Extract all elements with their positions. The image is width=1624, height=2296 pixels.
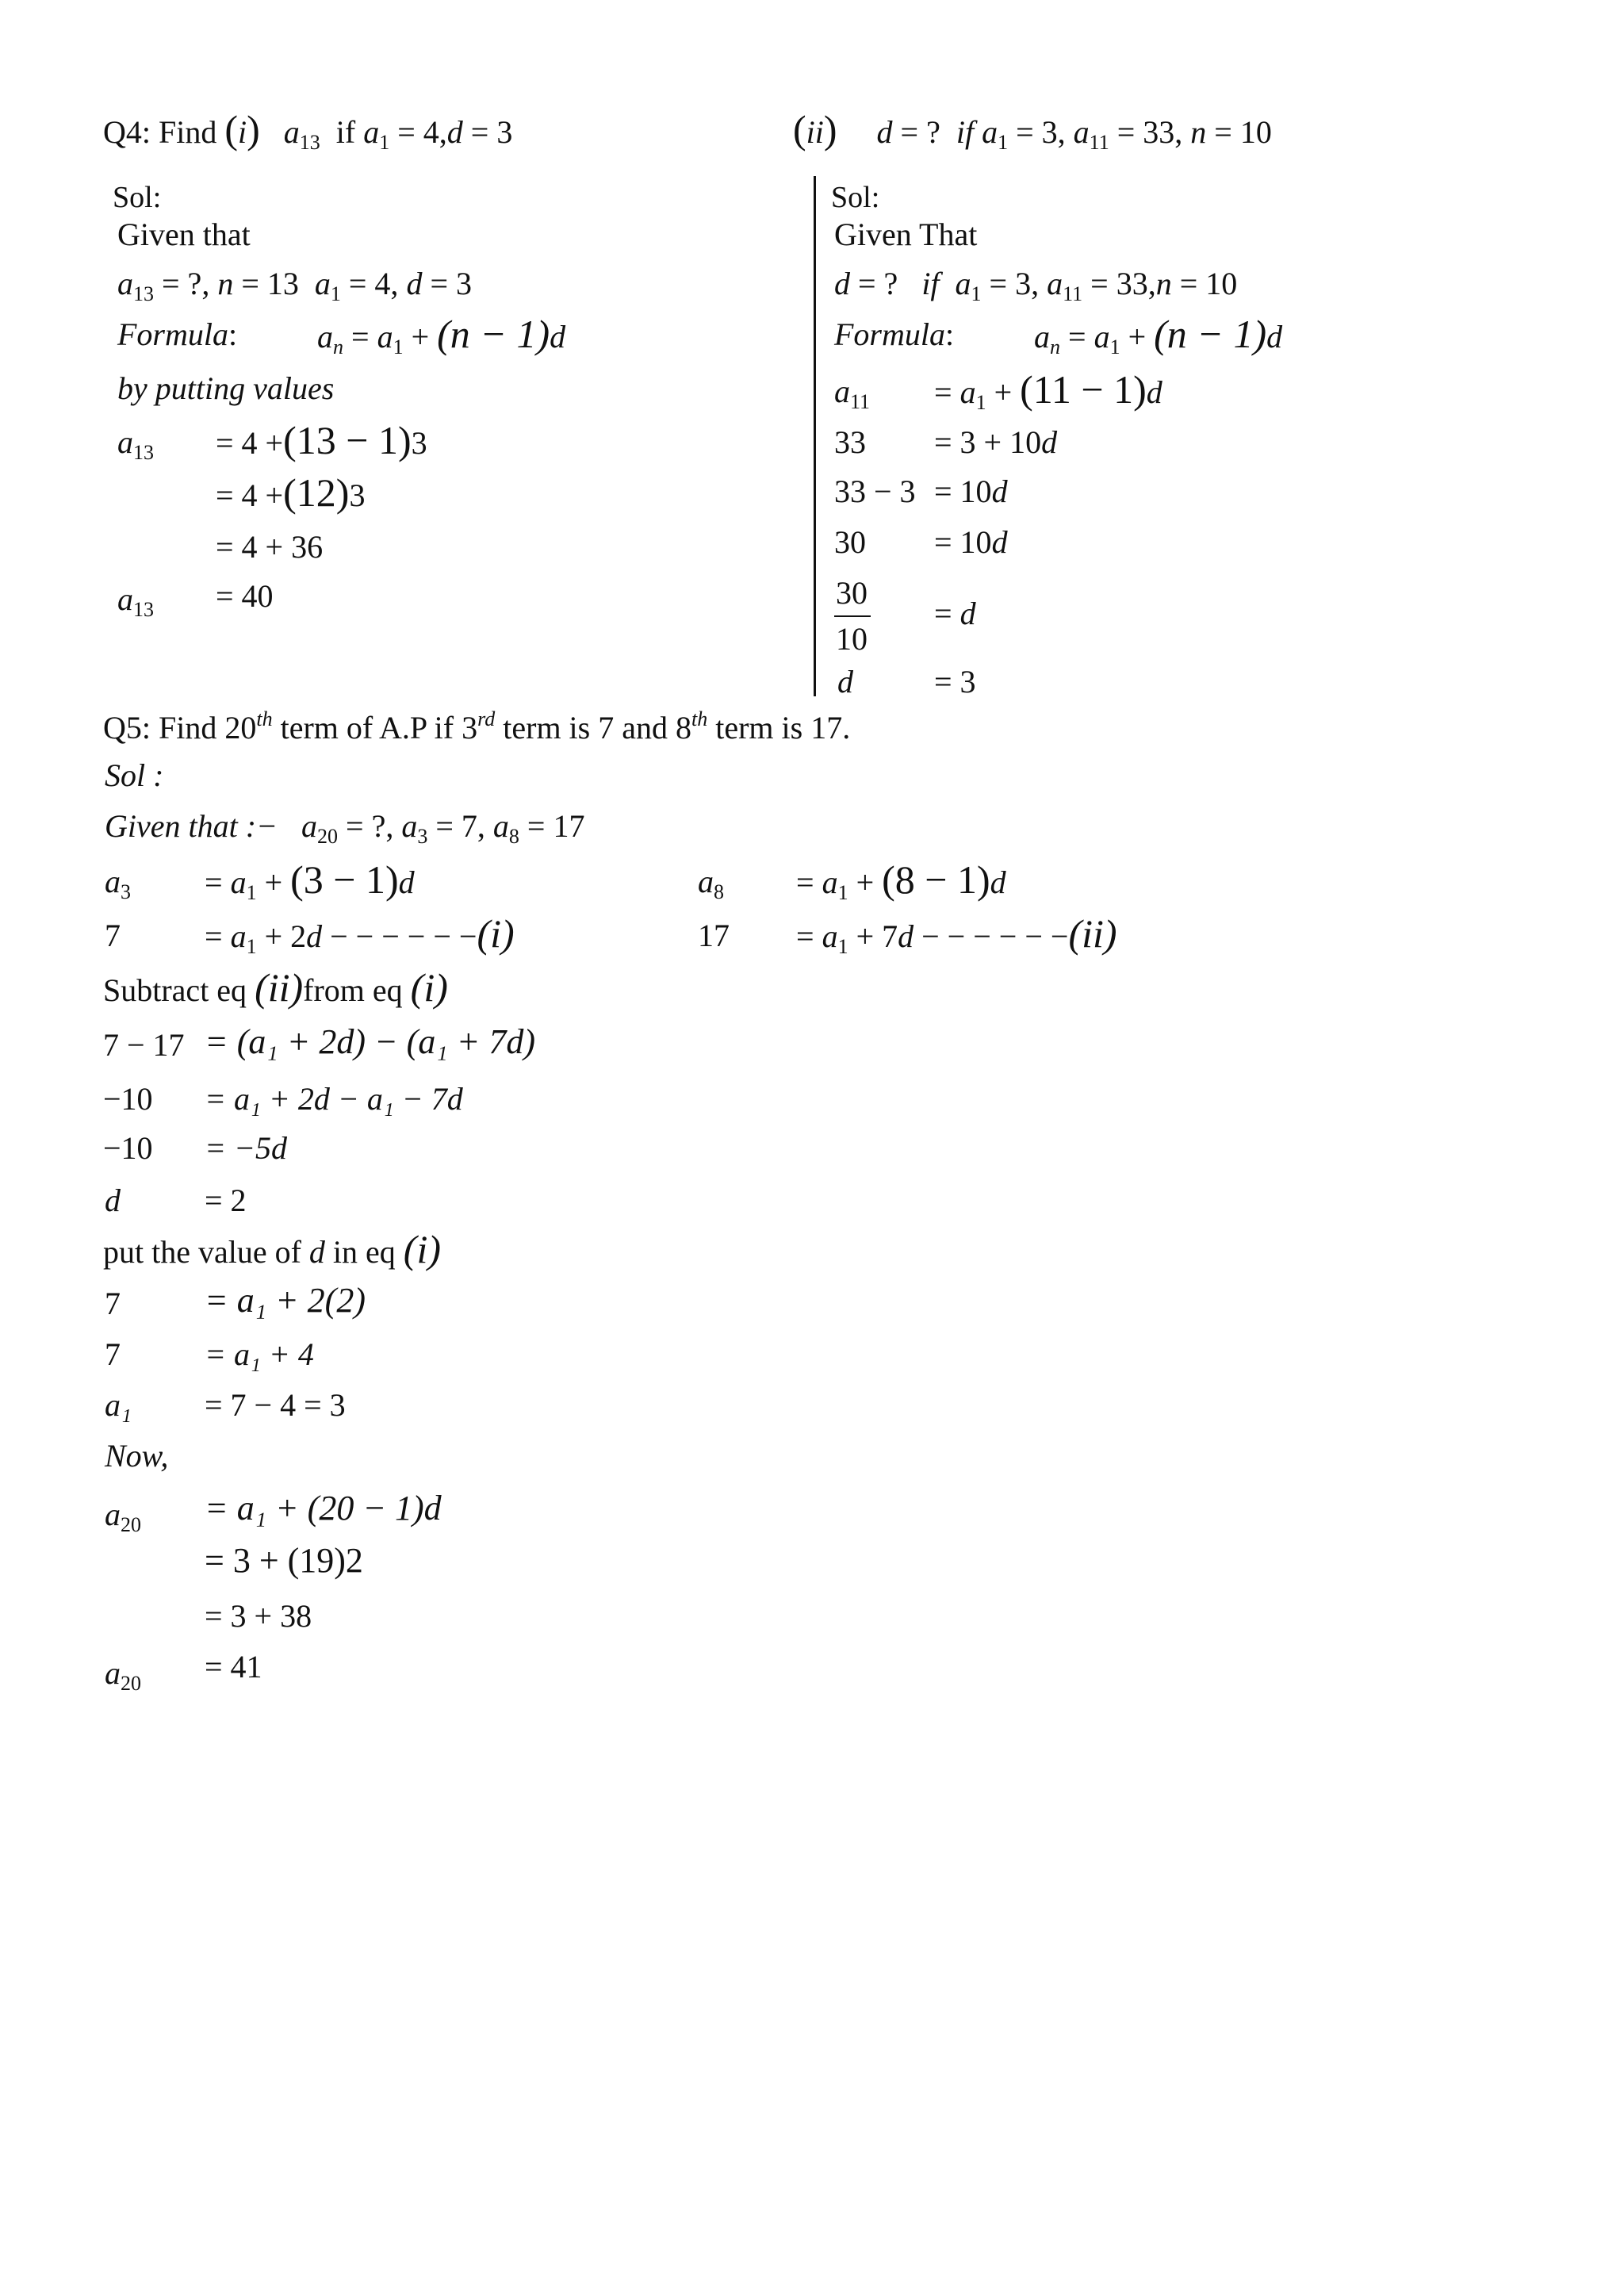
q4i-putting-values: by putting values	[117, 370, 335, 406]
q5-m1-lhs: 7 − 17	[103, 1027, 185, 1063]
q5-p1-rhs: = a₁ + 2(2)	[205, 1281, 366, 1320]
q5-p3-rhs: = 7 − 4 = 3	[205, 1387, 346, 1423]
q4ii-sol-label: Sol:	[831, 181, 880, 214]
q5-m4-lhs: d	[105, 1182, 121, 1218]
q5-eq-ii-lhs: 17	[698, 918, 730, 953]
q4i-step1-rhs: = 4 +(13 − 1)3	[216, 418, 427, 462]
q5-n1-rhs: = a₁ + (20 − 1)d	[205, 1489, 442, 1527]
q5-n2-rhs: = 3 + (19)2	[205, 1541, 363, 1580]
q5-eq-a8-rhs: = $a_1 + (8 - 1)d$	[796, 857, 1006, 904]
q4i-formula-expr: $a_n = a_1 + (n - 1)d$	[317, 312, 566, 358]
q4i-sol-label: Sol:	[113, 181, 162, 214]
q5-eq-ii-rhs: = $a_1 + 7d$ − − − − − −(ii)	[796, 911, 1117, 958]
q4ii-step1-rhs: = $a_1 + (11 - 1)d$	[934, 367, 1162, 414]
q5-p2-lhs: 7	[105, 1336, 121, 1372]
q5-n3-rhs: = 3 + 38	[205, 1598, 312, 1634]
q5-m1-rhs: = (a₁ + 2d) − (a₁ + 7d)	[205, 1022, 535, 1061]
q5-subtract-line: Subtract eq (ii)from eq (i)	[103, 965, 448, 1010]
q4ii-step1-lhs: $a_{11}$	[834, 374, 871, 413]
q5-n4-lhs: $a_{20}$	[105, 1655, 141, 1695]
q5-put-line: put the value of d in eq (i)	[103, 1227, 441, 1271]
q4ii-step2-lhs: 33	[834, 424, 866, 460]
q4ii-formula-expr: $a_n = a_1 + (n - 1)d$	[1034, 312, 1283, 358]
q4i-given: Given that	[117, 217, 251, 252]
q4i-step3-rhs: = 4 + 36	[216, 529, 324, 565]
q4i-result-lhs: $a_{13}$	[117, 581, 154, 621]
q5-m2-rhs: = a₁ + 2d − a₁ − 7d	[205, 1081, 463, 1117]
q4ii-fraction-denominator: 10	[836, 621, 868, 657]
q5-p3-lhs: a₁	[105, 1387, 132, 1423]
q4i-step1-lhs: $a_{13}$	[117, 424, 154, 464]
q4i-result-rhs: = 40	[216, 578, 274, 614]
q5-n1-lhs: $a_{20}$	[105, 1497, 141, 1536]
q5-eq-i-lhs: 7	[105, 918, 121, 953]
q5-p2-rhs: = a₁ + 4	[205, 1336, 314, 1372]
q4ii-fraction-numerator: 30	[836, 575, 868, 611]
q5-given: Given that :− $a_{20}$ = ?, $a_3 = 7$, $a_8 = 17$	[105, 808, 585, 848]
q5-m3-rhs: = −5d	[205, 1130, 287, 1166]
q4ii-step4-rhs: = 10d	[934, 524, 1008, 560]
q4ii-step2-rhs: = 3 + 10d	[934, 424, 1058, 460]
q5-title: Q5: Find 20th term of A.P if 3rd term is 7 and 8th term is 17.	[103, 707, 851, 746]
q5-sol-label: Sol :	[105, 757, 164, 793]
q4ii-formula: Formula:	[834, 316, 955, 352]
q4-part-i-header: Q4: Find (i) $a_{13}$ if $a_1 = 4,d = 3$	[103, 107, 513, 154]
q5-m3-lhs: −10	[103, 1130, 153, 1166]
q4ii-fraction-bar	[834, 615, 871, 617]
q5-eq-a3-lhs: $a_3$	[105, 864, 131, 903]
q5-eq-a3-rhs: = $a_1 + (3 - 1)d$	[205, 857, 415, 904]
q4ii-given-values: d = ? if $a_1 = 3$, $a_{11} = 33,n = 10$	[834, 266, 1238, 305]
q5-n4-rhs: = 41	[205, 1649, 262, 1685]
q4ii-result-lhs: d	[837, 664, 853, 700]
q5-m2-lhs: −10	[103, 1081, 153, 1117]
q4ii-step4-lhs: 30	[834, 524, 866, 560]
q4ii-step3-lhs: 33 − 3	[834, 473, 916, 509]
q5-eq-a8-lhs: $a_8$	[698, 864, 724, 903]
q5-p1-lhs: 7	[105, 1286, 121, 1321]
q4ii-given: Given That	[834, 217, 978, 252]
q4i-given-values: $a_{13}$ = ?, n = 13 $a_1 = 4$, d = 3	[117, 266, 472, 305]
q4ii-step3-rhs: = 10d	[934, 473, 1008, 509]
q4i-formula: Formula:	[117, 316, 238, 352]
q4ii-result-rhs: = 3	[934, 664, 976, 700]
column-divider	[814, 176, 816, 696]
q5-m4-rhs: = 2	[205, 1182, 247, 1218]
q4i-step2-rhs: = 4 +(12)3	[216, 470, 366, 515]
q5-eq-i-rhs: = $a_1 + 2d$ − − − − − −(i)	[205, 911, 515, 958]
q5-now: Now,	[105, 1438, 169, 1474]
q4ii-step5-rhs: = d	[934, 596, 976, 631]
q4-part-ii-header: (ii) d = ? if $a_1 = 3$, $a_{11} = 33$, n = 10	[793, 107, 1272, 154]
